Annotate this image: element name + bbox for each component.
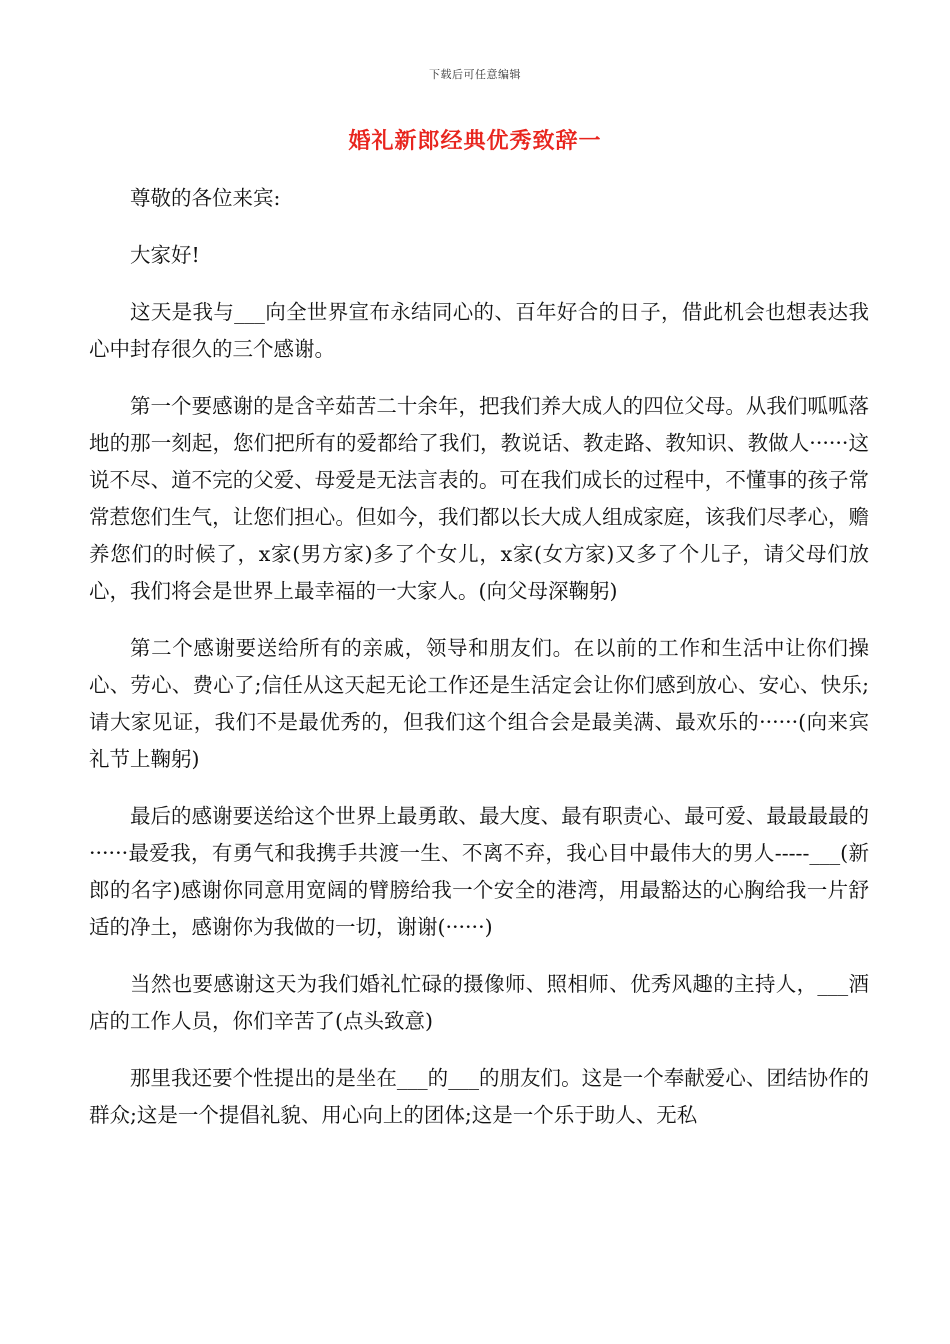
body-paragraph-4: 最后的感谢要送给这个世界上最勇敢、最大度、最有职责心、最可爱、最最最最的······最爱我，有勇气和我携手共渡一生、不离不弃，我心目中最伟大的男人-----___(新郎的名字)感谢你同意用宽阔的臂膀给我一个安全的港湾，用最豁达的心胸给我一片舒适的净土，感谢你为我做的一切，谢谢(······) [89, 804, 869, 939]
document-body [89, 180, 869, 1154]
salutation-paragraph: 尊敬的各位来宾: [130, 186, 281, 210]
body-paragraph-3: 第二个感谢要送给所有的亲戚，领导和朋友们。在以前的工作和生活中让你们操心、劳心、费心了;信任从这天起无论工作还是生活定会让你们感到放心、安心、快乐;请大家见证，我们不是最优秀的，但我们这个组合会是最美满、最欢乐的······(向来宾礼节上鞠躬) [89, 636, 869, 771]
body-paragraph-1: 这天是我与___向全世界宣布永结同心的、百年好合的日子，借此机会也想表达我心中封存很久的三个感谢。 [89, 300, 869, 361]
page-header-note: 下载后可任意编辑 [429, 68, 521, 81]
document-title: 婚礼新郎经典优秀致辞一 [348, 128, 602, 154]
body-paragraph-2: 第一个要感谢的是含辛茹苦二十余年，把我们养大成人的四位父母。从我们呱呱落地的那一刻起，您们把所有的爱都给了我们，教说话、教走路、教知识、教做人······这说不尽、道不完的父爱、母爱是无法言表的。可在我们成长的过程中，不懂事的孩子常常惹您们生气，让您们担心。但如今，我们都以长大成人组成家庭，该我们尽孝心，赡养您们的时候了，x家(男方家)多了个女儿，x家(女方家)又多了个儿子，请父母们放心，我们将会是世界上最幸福的一大家人。(向父母深鞠躬) [89, 394, 869, 603]
greeting-paragraph: 大家好! [130, 243, 200, 267]
body-paragraph-5: 当然也要感谢这天为我们婚礼忙碌的摄像师、照相师、优秀风趣的主持人，___酒店的工作人员，你们辛苦了(点头致意) [89, 972, 869, 1033]
body-paragraph-6: 那里我还要个性提出的是坐在___的___的朋友们。这是一个奉献爱心、团结协作的群众;这是一个提倡礼貌、用心向上的团体;这是一个乐于助人、无私 [89, 1066, 869, 1127]
